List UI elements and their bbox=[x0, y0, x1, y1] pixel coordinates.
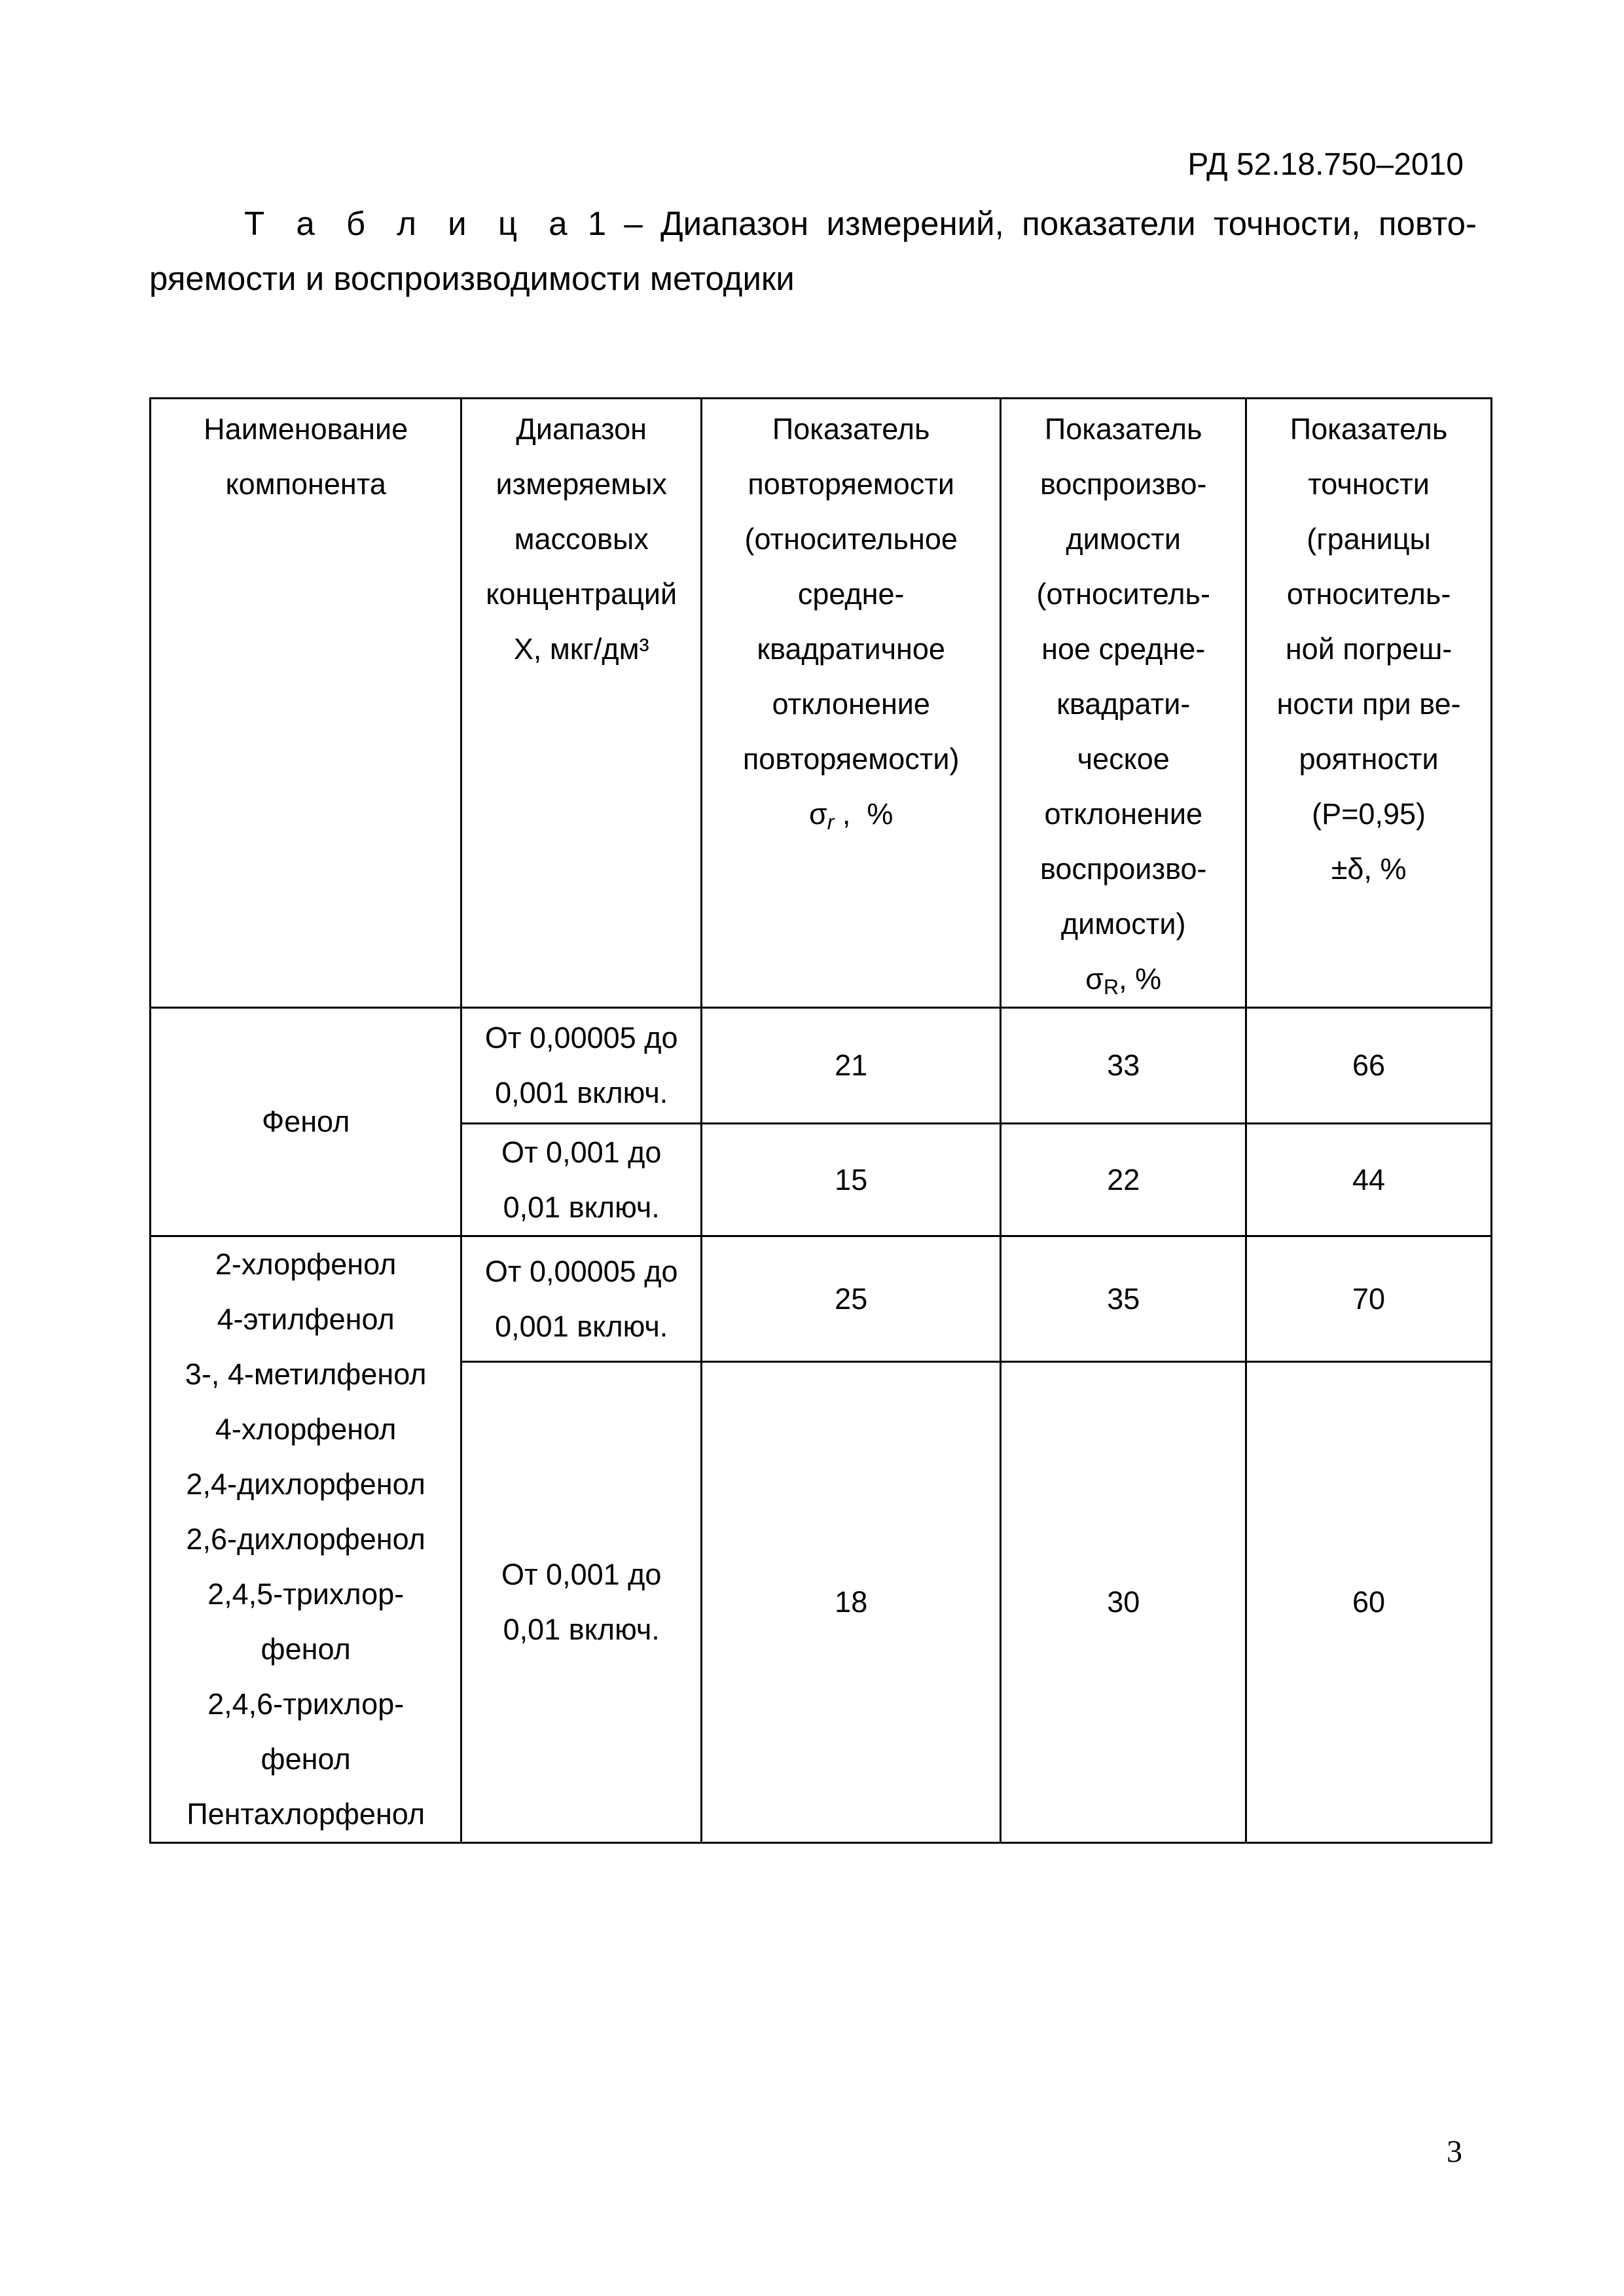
delta-cell: 60 bbox=[1246, 1362, 1492, 1843]
sigma-r-cell: 18 bbox=[702, 1362, 1001, 1843]
sigma-R-cell: 30 bbox=[1001, 1362, 1246, 1843]
caption-line-2: ряемости и воспроизводимости методики bbox=[149, 260, 795, 297]
accuracy-table bbox=[149, 397, 1492, 1844]
header-repeatability: Показатель повторяемости (относительное средне- квадратичное отклонение повторяемости) $\sigma_r$ , % bbox=[702, 399, 1001, 1008]
table-header-row bbox=[151, 399, 1492, 1008]
range-cell: От 0,001 до 0,01 включ. bbox=[461, 1362, 702, 1843]
sigma-r-symbol: $\sigma_r$ , % bbox=[808, 797, 893, 834]
document-code: РД 52.18.750–2010 bbox=[1187, 147, 1464, 182]
delta-cell: 44 bbox=[1246, 1124, 1492, 1236]
range-cell: От 0,001 до 0,01 включ. bbox=[461, 1124, 702, 1236]
header-reproducibility: Показатель воспроизво- димости (относитель- ное средне- квадрати- ческое отклонение воспроизво- димости) $\sigma_R$, % bbox=[1001, 399, 1246, 1008]
header-accuracy: Показатель точности (границы относитель- ной погреш- ности при ве- роятности (Р=0,95) ±δ, % bbox=[1246, 399, 1492, 1008]
table-row bbox=[151, 1008, 1492, 1124]
page-number: 3 bbox=[1447, 2134, 1462, 2169]
header-range: Диапазон измеряемых массовых концентраций Х, мкг/дм³ bbox=[461, 399, 702, 1008]
range-cell: От 0,00005 до 0,001 включ. bbox=[461, 1236, 702, 1362]
caption-word: измерений, bbox=[826, 205, 1004, 242]
sigma-R-symbol: $\sigma_R$, % bbox=[1085, 962, 1162, 999]
caption-word: показатели bbox=[1022, 205, 1196, 242]
header-component: Наименование компонента bbox=[151, 399, 461, 1008]
sigma-r-cell: 21 bbox=[702, 1008, 1001, 1124]
sigma-r-cell: 15 bbox=[702, 1124, 1001, 1236]
sigma-r-cell: 25 bbox=[702, 1236, 1001, 1362]
component-list: 2-хлорфенол 4-этилфенол 3-, 4-метилфенол 4-хлорфенол 2,4-дихлорфенол 2,6-дихлорфенол 2,4,5-трихлор- фенол 2,4,6-трихлор- фенол Пентахлорфенол bbox=[151, 1236, 461, 1843]
sigma-R-cell: 33 bbox=[1001, 1008, 1246, 1124]
caption-label: Т а б л и ц а bbox=[244, 205, 579, 242]
caption-line-1 bbox=[149, 196, 1477, 251]
delta-cell: 66 bbox=[1246, 1008, 1492, 1124]
table-caption bbox=[149, 196, 1477, 306]
caption-number: 1 bbox=[587, 205, 607, 242]
caption-word: Диапазон bbox=[660, 205, 809, 242]
delta-cell: 70 bbox=[1246, 1236, 1492, 1362]
sigma-R-cell: 35 bbox=[1001, 1236, 1246, 1362]
sigma-R-cell: 22 bbox=[1001, 1124, 1246, 1236]
table-row bbox=[151, 1236, 1492, 1362]
range-cell: От 0,00005 до 0,001 включ. bbox=[461, 1008, 702, 1124]
caption-dash: – bbox=[624, 205, 643, 242]
component-name: Фенол bbox=[151, 1008, 461, 1236]
caption-word: повто- bbox=[1378, 205, 1477, 242]
caption-word: точности, bbox=[1213, 205, 1361, 242]
